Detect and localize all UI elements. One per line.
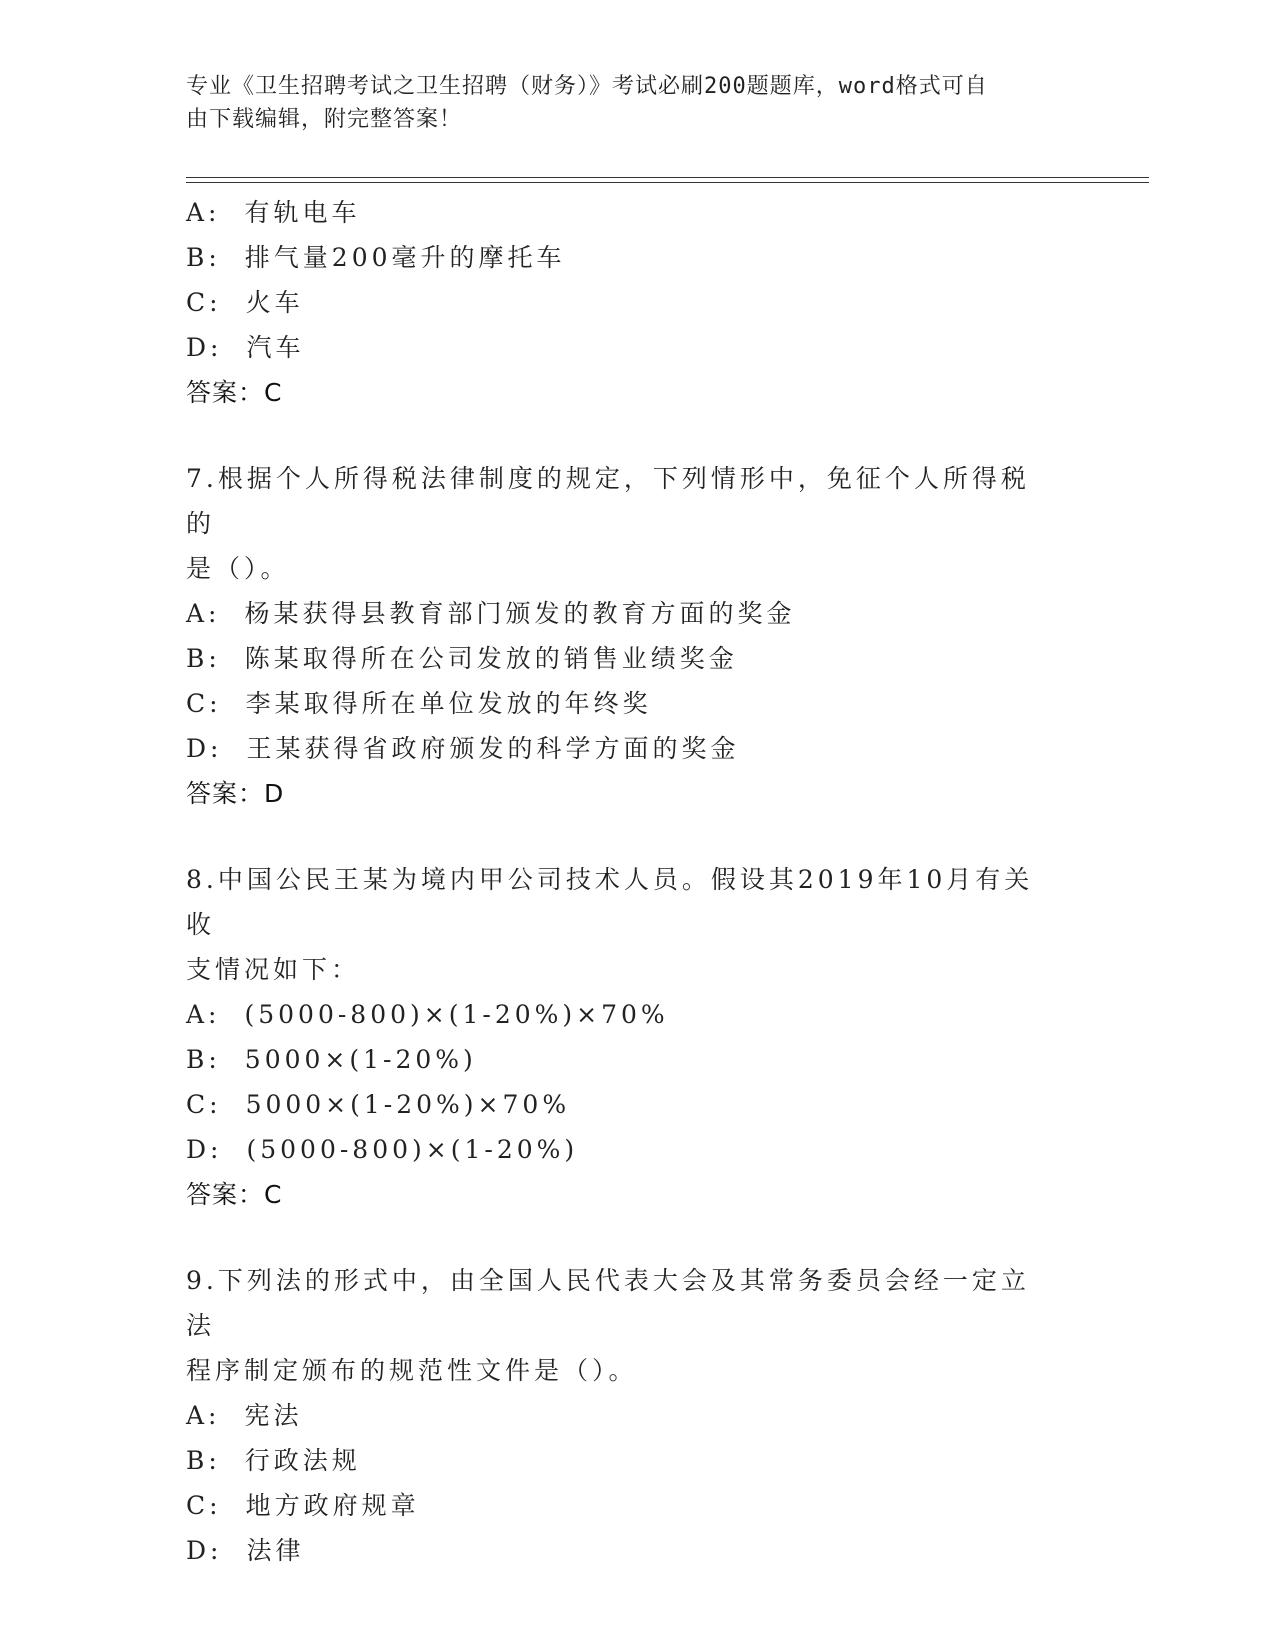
option-letter: A: — [186, 599, 221, 628]
question-line-1: 7.根据个人所得税法律制度的规定，下列情形中，免征个人所得税的 — [186, 464, 1030, 538]
option-text: 法律 — [246, 1536, 305, 1565]
answer-line: 答案：C — [186, 1180, 283, 1209]
question-line-2: 支情况如下： — [186, 955, 361, 984]
option-b — [186, 235, 1086, 280]
option-text: (5000-800)×(1-20%)×70% — [244, 1000, 669, 1029]
question-line-2: 程序制定颁布的规范性文件是（）。 — [186, 1356, 638, 1385]
question-7-block — [186, 456, 1086, 816]
option-a — [186, 591, 1086, 636]
option-letter: A: — [186, 1401, 221, 1430]
option-letter: B: — [186, 644, 221, 673]
option-b — [186, 1438, 1086, 1483]
option-letter: C: — [186, 1491, 222, 1520]
option-letter: D: — [186, 1135, 223, 1164]
option-letter: A: — [186, 1000, 221, 1029]
question-8-block — [186, 857, 1086, 1217]
option-letter: C: — [186, 1090, 222, 1119]
option-c — [186, 1483, 1086, 1528]
question-text — [186, 1258, 1046, 1393]
option-c — [186, 681, 1086, 726]
question-line-1: 8.中国公民王某为境内甲公司技术人员。假设其2019年10月有关收 — [186, 865, 1034, 939]
option-b — [186, 636, 1086, 681]
option-text: 杨某获得县教育部门颁发的教育方面的奖金 — [244, 599, 796, 628]
option-c — [186, 1082, 1086, 1127]
option-text: 王某获得省政府颁发的科学方面的奖金 — [246, 734, 740, 763]
option-d — [186, 1127, 1086, 1172]
option-d — [186, 726, 1086, 771]
option-text: 排气量200毫升的摩托车 — [244, 243, 566, 272]
option-text: 陈某取得所在公司发放的销售业绩奖金 — [244, 644, 738, 673]
question-line-1: 9.下列法的形式中，由全国人民代表大会及其常务委员会经一定立法 — [186, 1266, 1030, 1340]
option-text: (5000-800)×(1-20%) — [246, 1135, 579, 1164]
question-9-block — [186, 1258, 1086, 1573]
option-text: 宪法 — [244, 1401, 303, 1430]
question-line-2: 是（）。 — [186, 554, 290, 583]
option-letter: B: — [186, 1045, 221, 1074]
option-letter: D: — [186, 333, 223, 362]
option-letter: D: — [186, 734, 223, 763]
question-6-block — [186, 190, 1086, 415]
option-letter: C: — [186, 689, 222, 718]
header-divider-top — [186, 177, 1149, 178]
document-header — [186, 70, 1066, 136]
option-d — [186, 325, 1086, 370]
question-text — [186, 456, 1046, 591]
option-text: 有轨电车 — [244, 198, 361, 227]
question-text — [186, 857, 1046, 992]
question-list — [186, 190, 1086, 1573]
option-text: 李某取得所在单位发放的年终奖 — [245, 689, 652, 718]
header-line-1: 专业《卫生招聘考试之卫生招聘（财务）》考试必刷200题题库，word格式可自 — [186, 74, 988, 99]
option-a — [186, 190, 1086, 235]
option-text: 汽车 — [246, 333, 305, 362]
answer-line: 答案：C — [186, 378, 283, 407]
option-letter: D: — [186, 1536, 223, 1565]
option-text: 5000×(1-20%) — [244, 1045, 477, 1074]
option-b — [186, 1037, 1086, 1082]
option-letter: B: — [186, 1446, 221, 1475]
option-c — [186, 280, 1086, 325]
header-line-2: 由下载编辑，附完整答案！ — [186, 107, 463, 132]
option-text: 5000×(1-20%)×70% — [245, 1090, 571, 1119]
option-letter: A: — [186, 198, 221, 227]
header-divider-bottom — [186, 182, 1149, 183]
option-text: 行政法规 — [244, 1446, 361, 1475]
answer-line: 答案：D — [186, 779, 285, 808]
option-a — [186, 992, 1086, 1037]
option-text: 地方政府规章 — [245, 1491, 420, 1520]
option-letter: B: — [186, 243, 221, 272]
option-text: 火车 — [245, 288, 304, 317]
option-a — [186, 1393, 1086, 1438]
option-d — [186, 1528, 1086, 1573]
option-letter: C: — [186, 288, 222, 317]
